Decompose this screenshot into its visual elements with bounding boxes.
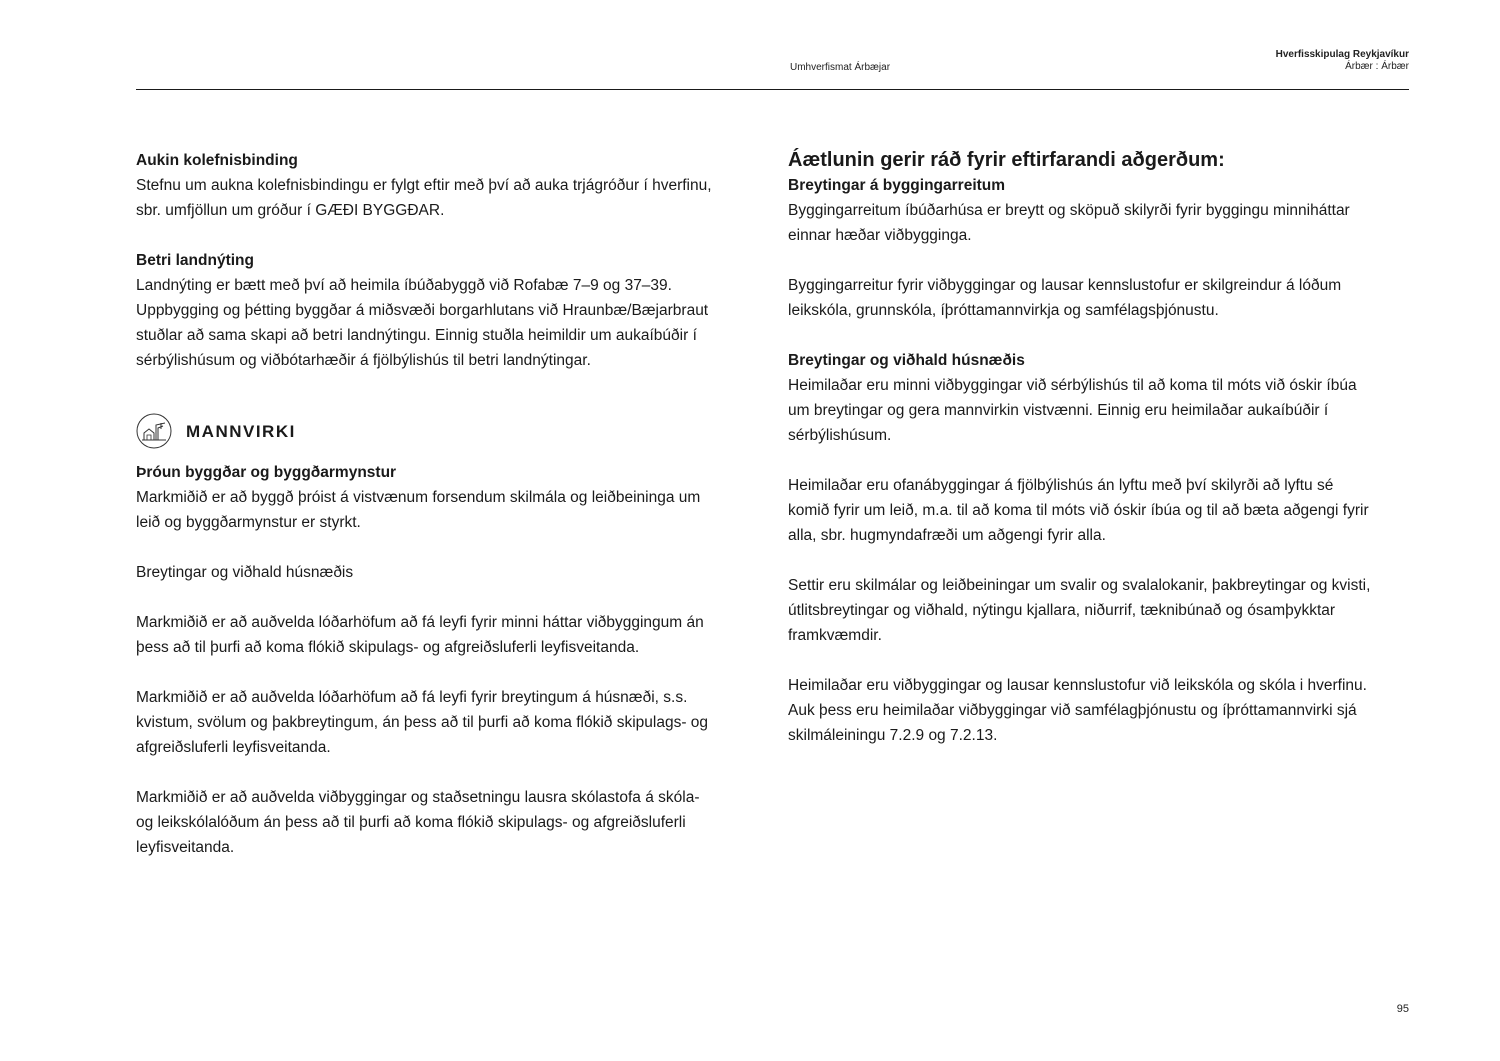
- running-header-right: [1276, 49, 1409, 73]
- body-line: Auk þess eru heimilaðar viðbyggingar við samfélagþjónustu og íþróttamannvirki sjá: [788, 702, 1357, 719]
- body-line: alla, sbr. hugmyndafræði um aðgengi fyrir alla.: [788, 527, 1106, 544]
- body-line: stuðlar að sama skapi að betri landnýtingu. Einnig stuðla heimildir um aukaíbúðir í: [136, 327, 697, 344]
- body-line: og leikskólalóðum án þess að til þurfi að koma flókið skipulags- og afgreiðsluferli: [136, 814, 686, 831]
- body-line: Markmiðið er að auðvelda lóðarhöfum að fá leyfi fyrir breytingum á húsnæði, s.s.: [136, 689, 688, 706]
- body-line: Markmiðið er að byggð þróist á vistvænum forsendum skilmála og leiðbeininga um: [136, 489, 701, 506]
- section-title: MANNVIRKI: [186, 421, 296, 441]
- body-line: Settir eru skilmálar og leiðbeiningar um svalir og svalalokanir, þakbreytingar og kvisti,: [788, 577, 1371, 594]
- body-line: komið fyrir um leið, m.a. til að koma til móts við óskir íbúa og til að bæta aðgengi fyrir: [788, 502, 1369, 519]
- body-line: Markmiðið er að auðvelda viðbyggingar og staðsetningu lausra skólastofa á skóla-: [136, 789, 700, 806]
- body-line: um breytingar og gera mannvirkin vistvænni. Einnig eru heimilaðar aukaíbúðir í: [788, 402, 1329, 419]
- body-line: Byggingarreitum íbúðarhúsa er breytt og sköpuð skilyrði fyrir byggingu minniháttar: [788, 202, 1350, 219]
- body-line: Breytingar og viðhald húsnæðis: [136, 564, 354, 581]
- body-line: Heimilaðar eru ofanábyggingar á fjölbýlishús án lyftu með því skilyrði að lyftu sé: [788, 477, 1334, 494]
- body-line: Landnýting er bætt með því að heimila íbúðabyggð við Rofabæ 7–9 og 37–39.: [136, 277, 672, 294]
- body-line: útlitsbreytingar og viðhald, nýtingu kjallara, niðurrif, tæknibúnað og ósamþykktar: [788, 602, 1336, 619]
- body-line: leikskóla, grunnskóla, íþróttamannvirkja og samfélagsþjónustu.: [788, 302, 1219, 319]
- header-divider: [136, 89, 1409, 90]
- body-line: leið og byggðarmynstur er styrkt.: [136, 514, 361, 531]
- body-line: Heimilaðar eru viðbyggingar og lausar kennslustofur við leikskóla og skóla i hverfinu.: [788, 677, 1367, 694]
- body-line: Byggingarreitur fyrir viðbyggingar og lausar kennslustofur er skilgreindur á lóðum: [788, 277, 1342, 294]
- body-line: Stefnu um aukna kolefnisbindingu er fylgt eftir með því að auka trjágróður í hverfinu,: [136, 177, 712, 194]
- body-line: Markmiðið er að auðvelda lóðarhöfum að fá leyfi fyrir minni háttar viðbyggingum án: [136, 614, 704, 631]
- body-line: þess að til þurfi að koma flókið skipulags- og afgreiðsluferli leyfisveitanda.: [136, 639, 640, 656]
- heading-kolefnisbinding: Aukin kolefnisbinding: [136, 152, 298, 169]
- left-column: [136, 148, 751, 860]
- section-header-mannvirki: [136, 411, 751, 451]
- body-line: einnar hæðar viðbygginga.: [788, 227, 972, 244]
- running-header-center: Umhverfismat Árbæjar: [790, 62, 891, 73]
- header-publication-title: Hverfisskipulag Reykjavíkur: [1275, 49, 1409, 60]
- body-line: skilmáleiningu 7.2.9 og 7.2.13.: [788, 727, 998, 744]
- page-number: 95: [1396, 1003, 1409, 1015]
- right-column: [788, 148, 1413, 748]
- heading-vidhald-husnaedis: Breytingar og viðhald húsnæðis: [788, 352, 1025, 369]
- actions-title: Áætlunin gerir ráð fyrir eftirfarandi aðgerðum:: [788, 149, 1225, 171]
- building-crane-icon: [136, 413, 172, 449]
- body-line: sérbýlishúsum og viðbótarhæðir á fjölbýlishús til betri landnýtingar.: [136, 352, 591, 369]
- body-line: leyfisveitanda.: [136, 839, 235, 856]
- heading-landnyting: Betri landnýting: [136, 252, 254, 269]
- body-line: framkvæmdir.: [788, 627, 882, 644]
- body-line: Uppbygging og þétting byggðar á miðsvæði borgarhlutans við Hraunbæ/Bæjarbraut: [136, 302, 709, 319]
- body-line: afgreiðsluferli leyfisveitanda.: [136, 739, 331, 756]
- heading-throun-byggdar: Þróun byggðar og byggðarmynstur: [136, 464, 397, 481]
- body-line: kvistum, svölum og þakbreytingum, án þess að til þurfi að koma flókið skipulags- og: [136, 714, 709, 731]
- body-line: sérbýlishúsum.: [788, 427, 892, 444]
- heading-byggingarreitir: Breytingar á byggingarreitum: [788, 177, 1006, 194]
- header-district: Árbær : Árbær: [1345, 61, 1409, 72]
- body-line: Heimilaðar eru minni viðbyggingar við sérbýlishús til að koma til móts við óskir íbúa: [788, 377, 1357, 394]
- body-line: sbr. umfjöllun um gróður í GÆÐI BYGGÐAR.: [136, 202, 445, 219]
